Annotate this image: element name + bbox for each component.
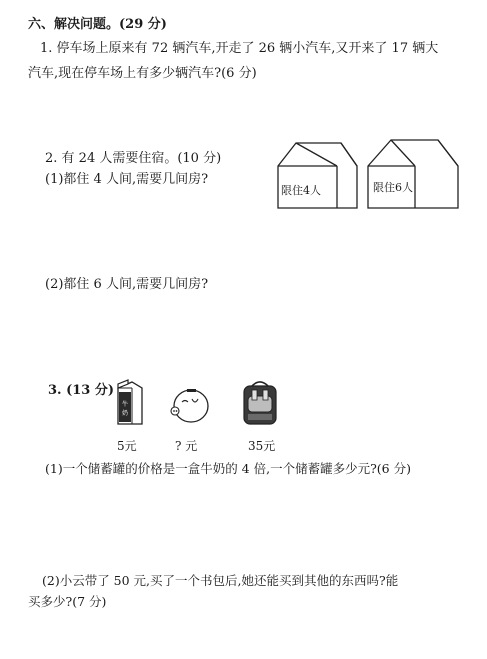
school-bag-icon — [238, 378, 282, 428]
svg-text:奶: 奶 — [121, 410, 129, 417]
question-1-line-1: 1. 停车场上原来有 72 辆汽车,开走了 26 辆小汽车,又开来了 17 辆大 — [40, 41, 439, 56]
question-3-title: 3. (13 分) — [48, 383, 115, 398]
milk-carton-icon — [110, 378, 150, 428]
section-heading: 六、解决问题。(29 分) — [28, 17, 167, 32]
question-1-line-2: 汽车,现在停车场上有多少辆汽车?(6 分) — [28, 66, 257, 81]
piggy-bank-price: ? 元 — [175, 439, 198, 453]
question-3-part-2-line-1: (2)小云带了 50 元,买了一个书包后,她还能买到其他的东西吗?能 — [42, 573, 399, 588]
school-bag-price: 35元 — [248, 439, 276, 453]
question-3-part-1: (1)一个储蓄罐的价格是一盒牛奶的 4 倍,一个储蓄罐多少元?(6 分) — [45, 461, 411, 476]
house-right-icon — [368, 140, 458, 208]
house-right-label: 限住6人 — [373, 181, 413, 194]
house-left-label: 限住4人 — [281, 184, 321, 197]
question-3-part-2-line-2: 买多少?(7 分) — [28, 594, 107, 609]
question-2-title: 2. 有 24 人需要住宿。(10 分) — [45, 151, 222, 166]
question-2-part-1: (1)都住 4 人间,需要几间房? — [45, 172, 209, 187]
milk-price: 5元 — [117, 439, 137, 453]
svg-text:牛: 牛 — [121, 401, 129, 408]
question-2-part-2: (2)都住 6 人间,需要几间房? — [45, 277, 209, 292]
house-left-icon — [278, 143, 357, 208]
piggy-bank-icon — [166, 380, 214, 426]
